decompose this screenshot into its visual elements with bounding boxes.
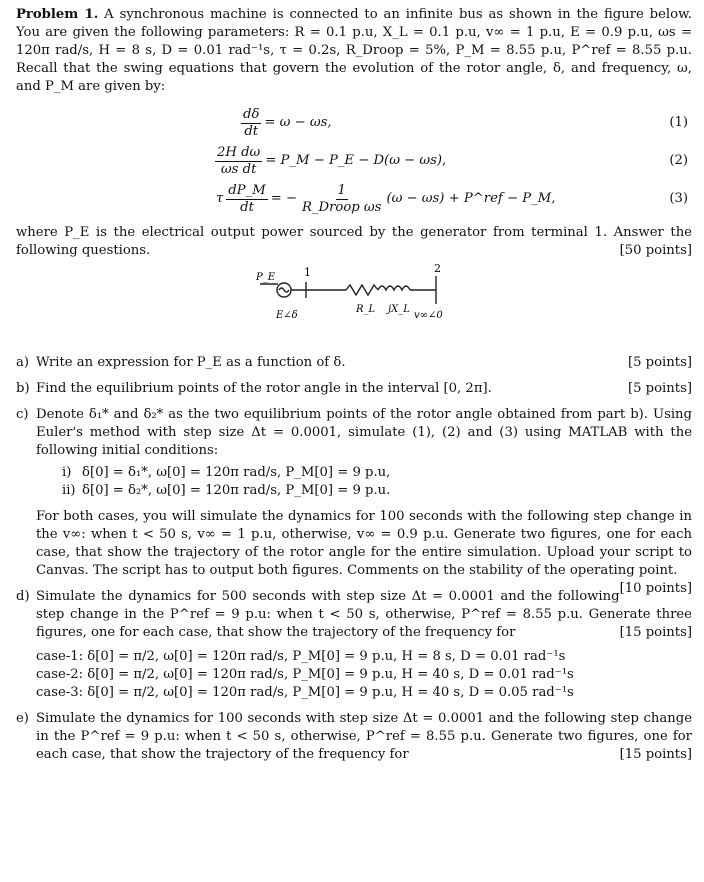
source-sine: [279, 288, 289, 292]
question-d-label: d): [16, 589, 30, 604]
question-a: [16, 354, 692, 372]
eq3-den: dt: [240, 199, 254, 215]
eq1-den: dt: [244, 123, 259, 139]
question-e-label: e): [16, 711, 29, 726]
condition-ii-label: ii): [62, 483, 76, 498]
total-points: [50 points]: [619, 243, 692, 258]
question-a-points: [5 points]: [627, 355, 692, 370]
eq2-den-pre: ωs: [220, 161, 239, 177]
question-c-paragraph-text: For both cases, you will simulate the dynamics for 100 seconds with the following step change in the v∞: when t < 50 s, v∞ = 1 p.u, otherwise, v∞ = 0.9 p.u. Generate two figures, one for each case, that show the trajectory of the rotor angle for the entire simulation. Upload your script to Canvas. The script has to output both figures. Comments on the stability of the operating point.: [36, 509, 692, 578]
d-case-2: case-2: δ[0] = π/2, ω[0] = 120π rad/s, P_M[0] = 9 p.u, H = 40 s, D = 0.01 rad⁻¹s: [36, 667, 574, 682]
eq3-num: dP_M: [228, 182, 266, 198]
question-d: [16, 588, 692, 642]
equation-1: [16, 104, 692, 142]
eq2-pre: 2H: [217, 144, 237, 160]
question-d-points: [15 points]: [619, 625, 692, 640]
equation-2: [16, 142, 692, 180]
label-node-2: 2: [434, 262, 441, 275]
eq3-rhs-num: 1: [337, 182, 346, 198]
problem-page: [16, 6, 692, 764]
question-b: [16, 380, 692, 398]
eq1-num: dδ: [243, 106, 260, 122]
eq2-num: dω: [241, 144, 261, 160]
question-b-points: [5 points]: [627, 381, 692, 396]
eq3-number: (3): [669, 191, 688, 206]
d-case-1: case-1: δ[0] = π/2, ω[0] = 120π rad/s, P_M[0] = 9 p.u, H = 8 s, D = 0.01 rad⁻¹s: [36, 649, 566, 664]
question-c-text: Denote δ₁* and δ₂* as the two equilibrium points of the rotor angle obtained from part b). Using Euler's method with step size Δt = 0.0001, simulate (1), (2) and (3) using MATLAB with the following initial conditions:: [36, 407, 692, 458]
inductor: [378, 286, 410, 290]
eq1-number: (1): [669, 115, 688, 130]
equation-3: [16, 180, 692, 218]
eq3-rhs-den: R_Droop ωs: [302, 199, 382, 215]
question-a-label: a): [16, 355, 30, 370]
circuit-svg: [16, 260, 692, 350]
condition-i: [62, 464, 692, 482]
eq3-rhs-pre: = −: [270, 191, 298, 206]
label-bus: v∞∠0: [414, 310, 443, 321]
label-inductor: jX_L: [388, 304, 410, 315]
label-source: E∠δ: [276, 310, 298, 321]
question-e-text: Simulate the dynamics for 100 seconds with step size Δt = 0.0001 and the following step change in the P^ref = 9 p.u: when t < 50 s, otherwise, P^ref = 8.55 p.u. Generate two figures, one for each case, that show the trajectory of the frequency for: [36, 711, 692, 762]
question-c-paragraph: [36, 508, 692, 596]
label-resistor: R_L: [356, 304, 376, 315]
question-b-text: Find the equilibrium points of the rotor angle in the interval [0, 2π].: [36, 381, 492, 396]
label-pe: P_E: [256, 272, 276, 283]
problem-intro: [16, 6, 692, 96]
question-b-label: b): [16, 381, 30, 396]
eq1-rhs: = ω − ωs,: [264, 115, 332, 130]
circuit-diagram: [16, 260, 692, 350]
question-c: [16, 406, 692, 596]
question-e: [16, 710, 692, 764]
eq2-rhs: = P_M − P_E − D(ω − ωs),: [265, 153, 447, 168]
question-a-text: Write an expression for P_E as a function of δ.: [36, 355, 346, 370]
condition-i-text: δ[0] = δ₁*, ω[0] = 120π rad/s, P_M[0] = 9 p.u,: [82, 465, 391, 480]
eq2-den: dt: [242, 161, 257, 177]
question-d-text: Simulate the dynamics for 500 seconds with step size Δt = 0.0001 and the following step change in the P^ref = 9 p.u: when t < 50 s, otherwise, P^ref = 8.55 p.u. Generate three figures, one for each case, that show the trajectory of the frequency for: [36, 589, 692, 640]
after-equations-text: where P_E is the electrical output power sourced by the generator from terminal 1. Answer the following questions.: [16, 225, 692, 258]
eq2-number: (2): [669, 153, 688, 168]
question-e-points: [15 points]: [619, 747, 692, 762]
problem-intro-text: A synchronous machine is connected to an infinite bus as shown in the figure below. You are given the following parameters: R = 0.1 p.u, X_L = 0.1 p.u, v∞ = 1 p.u, E = 0.9 p.u, ωs = 120π rad/s, H = 8 s, D = 0.01 rad⁻¹s, τ = 0.2s, R_Droop = 5%, P_M = 8.55 p.u, P^ref = 8.55 p.u. Recall that the swing equations that govern the evolution of the rotor angle, δ, and frequency, ω, and P_M are given by:: [16, 7, 692, 94]
condition-ii-text: δ[0] = δ₂*, ω[0] = 120π rad/s, P_M[0] = 9 p.u.: [82, 483, 391, 498]
eq3-pre: τ: [216, 191, 224, 206]
question-c-conditions: [62, 464, 692, 500]
d-cases: [16, 648, 692, 702]
question-c-label: c): [16, 407, 29, 422]
after-equations: [16, 224, 692, 260]
condition-ii: [62, 482, 692, 500]
d-case-3: case-3: δ[0] = π/2, ω[0] = 120π rad/s, P_M[0] = 9 p.u, H = 40 s, D = 0.05 rad⁻¹s: [36, 685, 574, 700]
eq3-rhs: (ω − ωs) + P^ref − P_M,: [386, 191, 556, 206]
problem-title: Problem 1.: [16, 7, 99, 22]
question-c-points: [10 points]: [619, 581, 692, 596]
label-node-1: 1: [304, 266, 311, 279]
resistor: [346, 285, 378, 295]
condition-i-label: i): [62, 465, 72, 480]
